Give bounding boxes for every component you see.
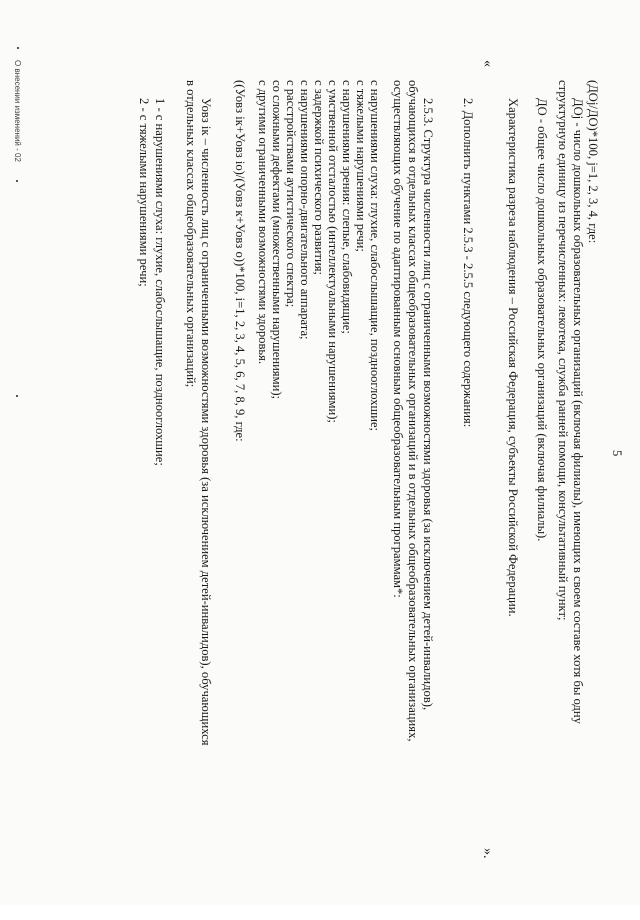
list-item: с другими ограниченными возможностями здоровья. (256, 80, 270, 365)
formula-line: (ДОj/ДО)*100, j=1, 2, 3, 4, где: (586, 80, 600, 244)
section-heading: 2. Дополнить пунктами 2.5.3 - 2.5.5 следующего содержания: (461, 98, 475, 428)
list-item: с умственной отсталостью (интеллектуальными нарушениями); (326, 80, 340, 423)
list-item: с нарушениями опорно-двигательного аппарата; (298, 80, 312, 340)
text-line: обучающихся в отдельных классах общеобразовательных организаций и в отдельных общеобразовательных организациях, (406, 80, 420, 742)
text-line: осуществляющих обучение по адаптированным основным общеобразовательным программам*: (391, 80, 405, 598)
text-line: в отдельных классах общеобразовательных организаций; (184, 80, 198, 388)
page-number: 5 (610, 450, 624, 457)
list-item: с расстройствами аутистического спектра; (284, 80, 298, 308)
quote-open: « (480, 60, 495, 67)
text-line: структурную единицу из перечисленных: лекотека, служба ранней помощи, консультативный пункт; (556, 80, 570, 621)
list-item: с нарушениями слуха: глухие, слабослышащие, позднооглохшие; (368, 80, 382, 432)
list-item: со сложными дефектами (множественными нарушениями); (270, 80, 284, 400)
list-item: 1 - с нарушениями слуха: глухие, слабослышащие, позднооглохшие; (153, 98, 167, 466)
text-line: Характеристика разреза наблюдения – Российская Федерация, субъекты Российской Федерации. (506, 98, 520, 617)
list-item: с тяжелыми нарушениями речи; (354, 80, 368, 252)
list-item: 2 - с тяжелыми нарушениями речи; (137, 98, 151, 287)
text-line: ДО - общее число дошкольных образовательных организаций (включая филиалы). (535, 98, 549, 542)
quote-close: ». (480, 848, 495, 859)
list-item: с нарушениями зрения: слепые, слабовидящие; (340, 80, 354, 334)
formula-line: ((Уовз iк+Уовз iо)/(Уовз к+Уовз о))*100, i=1, 2, 3, 4, 5, 6, 7, 8, 9, где: (233, 80, 247, 442)
list-item: с задержкой психического развития; (312, 80, 326, 276)
text-line: ДОj - число дошкольных образовательных организаций (включая филиалы), имеющих в своем составе хотя бы одну (571, 98, 585, 724)
margin-note-text: О внесении изменений - 02 (13, 60, 22, 162)
text-line: Уовз iк – численность лиц с ограниченными возможностями здоровья (за исключением детей-инвалидов), обучающихся (199, 98, 213, 746)
text-line: 2.5.3. Структура численности лиц с ограниченными возможностями здоровья (за исключением детей-инвалидов), (421, 98, 435, 711)
